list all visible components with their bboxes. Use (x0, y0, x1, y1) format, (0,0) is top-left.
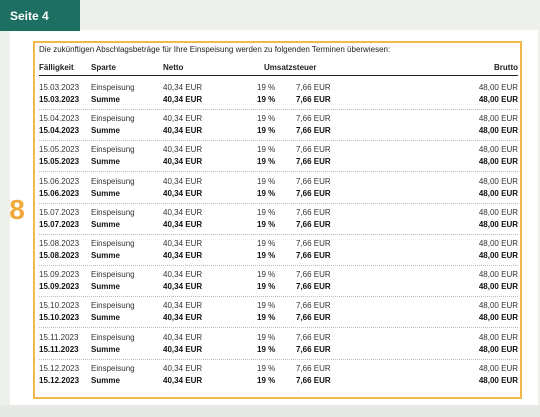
cell-netto: 40,34 EUR (163, 239, 203, 248)
cell-brutto: 48,00 EUR (478, 332, 518, 342)
cell-brutto: 48,00 EUR (478, 239, 518, 248)
cell-tax-rate: 19 % (257, 332, 276, 342)
cell-netto: 40,34 EUR (163, 157, 203, 167)
table-row (39, 333, 518, 343)
cell-netto: 40,34 EUR (163, 332, 203, 342)
cell-tax-rate: 19 % (257, 145, 276, 155)
cell-netto: 40,34 EUR (163, 176, 203, 186)
row-separator (39, 109, 518, 110)
cell-netto: 40,34 EUR (163, 95, 203, 104)
cell-netto: 40,34 EUR (163, 270, 203, 280)
cell-tax-rate: 19 % (257, 313, 276, 323)
cell-netto: 40,34 EUR (163, 344, 203, 354)
summary-row (39, 282, 518, 292)
cell-netto: 40,34 EUR (163, 363, 203, 373)
cell-date: 15.03.2023 (39, 95, 80, 104)
cell-tax-amount: 7,66 EUR (296, 270, 331, 280)
cell-tax-rate: 19 % (257, 114, 276, 124)
cell-brutto: 48,00 EUR (478, 251, 518, 260)
page-tab (0, 0, 80, 31)
cell-brutto: 48,00 EUR (478, 344, 518, 354)
summary-row (39, 220, 518, 230)
cell-tax-amount: 7,66 EUR (296, 239, 331, 248)
cell-date: 15.11.2023 (39, 344, 79, 354)
cell-date: 15.04.2023 (39, 114, 80, 124)
cell-date: 15.07.2023 (39, 207, 80, 217)
summary-row (39, 251, 518, 261)
header-faelligkeit: Fälligkeit (39, 63, 74, 72)
table-row (39, 83, 518, 93)
cell-tax-rate: 19 % (257, 95, 276, 104)
cell-brutto: 48,00 EUR (478, 219, 518, 229)
callout-number: 8 (9, 194, 25, 225)
cell-tax-rate: 19 % (257, 282, 276, 292)
cell-date: 15.06.2023 (39, 188, 80, 198)
cell-netto: 40,34 EUR (163, 83, 203, 92)
cell-tax-amount: 7,66 EUR (296, 188, 331, 198)
row-separator (39, 234, 518, 235)
cell-tax-amount: 7,66 EUR (296, 95, 331, 104)
cell-sparte: Summe (91, 126, 120, 136)
cell-date: 15.08.2023 (39, 239, 80, 248)
cell-tax-amount: 7,66 EUR (296, 157, 331, 167)
cell-netto: 40,34 EUR (163, 145, 203, 155)
cell-brutto: 48,00 EUR (478, 95, 518, 104)
cell-brutto: 48,00 EUR (478, 188, 518, 198)
cell-brutto: 48,00 EUR (478, 126, 518, 136)
cell-tax-rate: 19 % (257, 344, 276, 354)
row-separator (39, 327, 518, 328)
cell-tax-amount: 7,66 EUR (296, 363, 331, 373)
cell-tax-amount: 7,66 EUR (296, 83, 331, 92)
cell-tax-rate: 19 % (257, 270, 276, 280)
table-header (39, 63, 518, 76)
cell-sparte: Summe (91, 375, 120, 385)
cell-sparte: Summe (91, 344, 120, 354)
row-separator (39, 265, 518, 266)
cell-tax-rate: 19 % (257, 83, 276, 92)
cell-tax-rate: 19 % (257, 157, 276, 167)
cell-sparte: Einspeisung (91, 363, 135, 373)
cell-netto: 40,34 EUR (163, 301, 203, 311)
header-sparte: Sparte (91, 63, 116, 72)
cell-tax-amount: 7,66 EUR (296, 251, 331, 260)
cell-sparte: Summe (91, 251, 120, 260)
cell-netto: 40,34 EUR (163, 375, 203, 385)
cell-sparte: Einspeisung (91, 145, 135, 155)
table-row (39, 301, 518, 311)
row-separator (39, 140, 518, 141)
row-separator (39, 203, 518, 204)
cell-netto: 40,34 EUR (163, 219, 203, 229)
cell-tax-amount: 7,66 EUR (296, 114, 331, 124)
cell-sparte: Summe (91, 313, 120, 323)
cell-date: 15.03.2023 (39, 83, 80, 92)
table-row (39, 145, 518, 155)
intro-text: Die zukünftigen Abschlagsbeträge für Ihre Einspeisung werden zu folgenden Terminen überwiesen: (39, 45, 391, 54)
cell-sparte: Einspeisung (91, 176, 135, 186)
cell-tax-amount: 7,66 EUR (296, 375, 331, 385)
cell-tax-rate: 19 % (257, 239, 276, 248)
row-separator (39, 171, 518, 172)
header-umsatzsteuer: Umsatzsteuer (264, 63, 317, 72)
cell-sparte: Einspeisung (91, 270, 135, 280)
summary-row (39, 157, 518, 167)
cell-tax-amount: 7,66 EUR (296, 176, 331, 186)
cell-sparte: Einspeisung (91, 83, 135, 92)
cell-date: 15.04.2023 (39, 126, 80, 136)
cell-brutto: 48,00 EUR (478, 83, 518, 92)
cell-tax-rate: 19 % (257, 251, 276, 260)
cell-brutto: 48,00 EUR (478, 207, 518, 217)
cell-brutto: 48,00 EUR (478, 157, 518, 167)
table-row (39, 364, 518, 374)
cell-brutto: 48,00 EUR (478, 176, 518, 186)
table-row (39, 239, 518, 249)
cell-brutto: 48,00 EUR (478, 301, 518, 311)
header-netto: Netto (163, 63, 184, 72)
cell-tax-rate: 19 % (257, 188, 276, 198)
summary-row (39, 376, 518, 386)
cell-sparte: Summe (91, 219, 120, 229)
page-tab-label: Seite 4 (10, 8, 49, 23)
cell-brutto: 48,00 EUR (478, 114, 518, 124)
cell-tax-rate: 19 % (257, 176, 276, 186)
cell-netto: 40,34 EUR (163, 313, 203, 323)
cell-brutto: 48,00 EUR (478, 375, 518, 385)
cell-sparte: Einspeisung (91, 239, 135, 248)
cell-sparte: Einspeisung (91, 114, 135, 124)
cell-tax-rate: 19 % (257, 219, 276, 229)
cell-sparte: Einspeisung (91, 332, 135, 342)
table-row (39, 114, 518, 124)
cell-tax-amount: 7,66 EUR (296, 301, 331, 311)
cell-tax-rate: 19 % (257, 375, 276, 385)
cell-brutto: 48,00 EUR (478, 145, 518, 155)
summary-row (39, 126, 518, 136)
cell-tax-amount: 7,66 EUR (296, 282, 331, 292)
cell-netto: 40,34 EUR (163, 207, 203, 217)
cell-tax-amount: 7,66 EUR (296, 126, 331, 136)
cell-sparte: Einspeisung (91, 301, 135, 311)
cell-date: 15.07.2023 (39, 219, 80, 229)
cell-tax-amount: 7,66 EUR (296, 313, 331, 323)
cell-netto: 40,34 EUR (163, 188, 203, 198)
cell-tax-amount: 7,66 EUR (296, 219, 331, 229)
cell-netto: 40,34 EUR (163, 251, 203, 260)
table-row (39, 270, 518, 280)
cell-netto: 40,34 EUR (163, 126, 203, 136)
cell-brutto: 48,00 EUR (478, 282, 518, 292)
cell-tax-rate: 19 % (257, 126, 276, 136)
cell-tax-amount: 7,66 EUR (296, 344, 331, 354)
cell-date: 15.05.2023 (39, 157, 80, 167)
row-separator (39, 296, 518, 297)
cell-date: 15.09.2023 (39, 270, 80, 280)
summary-row (39, 345, 518, 355)
cell-date: 15.05.2023 (39, 145, 80, 155)
cell-date: 15.09.2023 (39, 282, 80, 292)
cell-tax-amount: 7,66 EUR (296, 332, 331, 342)
cell-sparte: Summe (91, 95, 120, 104)
cell-tax-rate: 19 % (257, 301, 276, 311)
cell-sparte: Einspeisung (91, 207, 135, 217)
header-brutto: Brutto (494, 63, 518, 72)
cell-date: 15.10.2023 (39, 301, 80, 311)
summary-row (39, 189, 518, 199)
cell-tax-amount: 7,66 EUR (296, 207, 331, 217)
table-row (39, 177, 518, 187)
cell-sparte: Summe (91, 157, 120, 167)
cell-brutto: 48,00 EUR (478, 313, 518, 323)
table-row (39, 208, 518, 218)
cell-date: 15.06.2023 (39, 176, 80, 186)
cell-brutto: 48,00 EUR (478, 270, 518, 280)
cell-netto: 40,34 EUR (163, 114, 203, 124)
cell-date: 15.10.2023 (39, 313, 80, 323)
cell-tax-amount: 7,66 EUR (296, 145, 331, 155)
cell-date: 15.12.2023 (39, 375, 80, 385)
torn-page-edge (0, 405, 540, 417)
cell-tax-rate: 19 % (257, 207, 276, 217)
cell-sparte: Summe (91, 188, 120, 198)
cell-date: 15.11.2023 (39, 332, 79, 342)
summary-row (39, 95, 518, 105)
cell-date: 15.12.2023 (39, 363, 80, 373)
cell-tax-rate: 19 % (257, 363, 276, 373)
cell-date: 15.08.2023 (39, 251, 80, 260)
cell-brutto: 48,00 EUR (478, 363, 518, 373)
row-separator (39, 359, 518, 360)
cell-netto: 40,34 EUR (163, 282, 203, 292)
cell-sparte: Summe (91, 282, 120, 292)
summary-row (39, 313, 518, 323)
